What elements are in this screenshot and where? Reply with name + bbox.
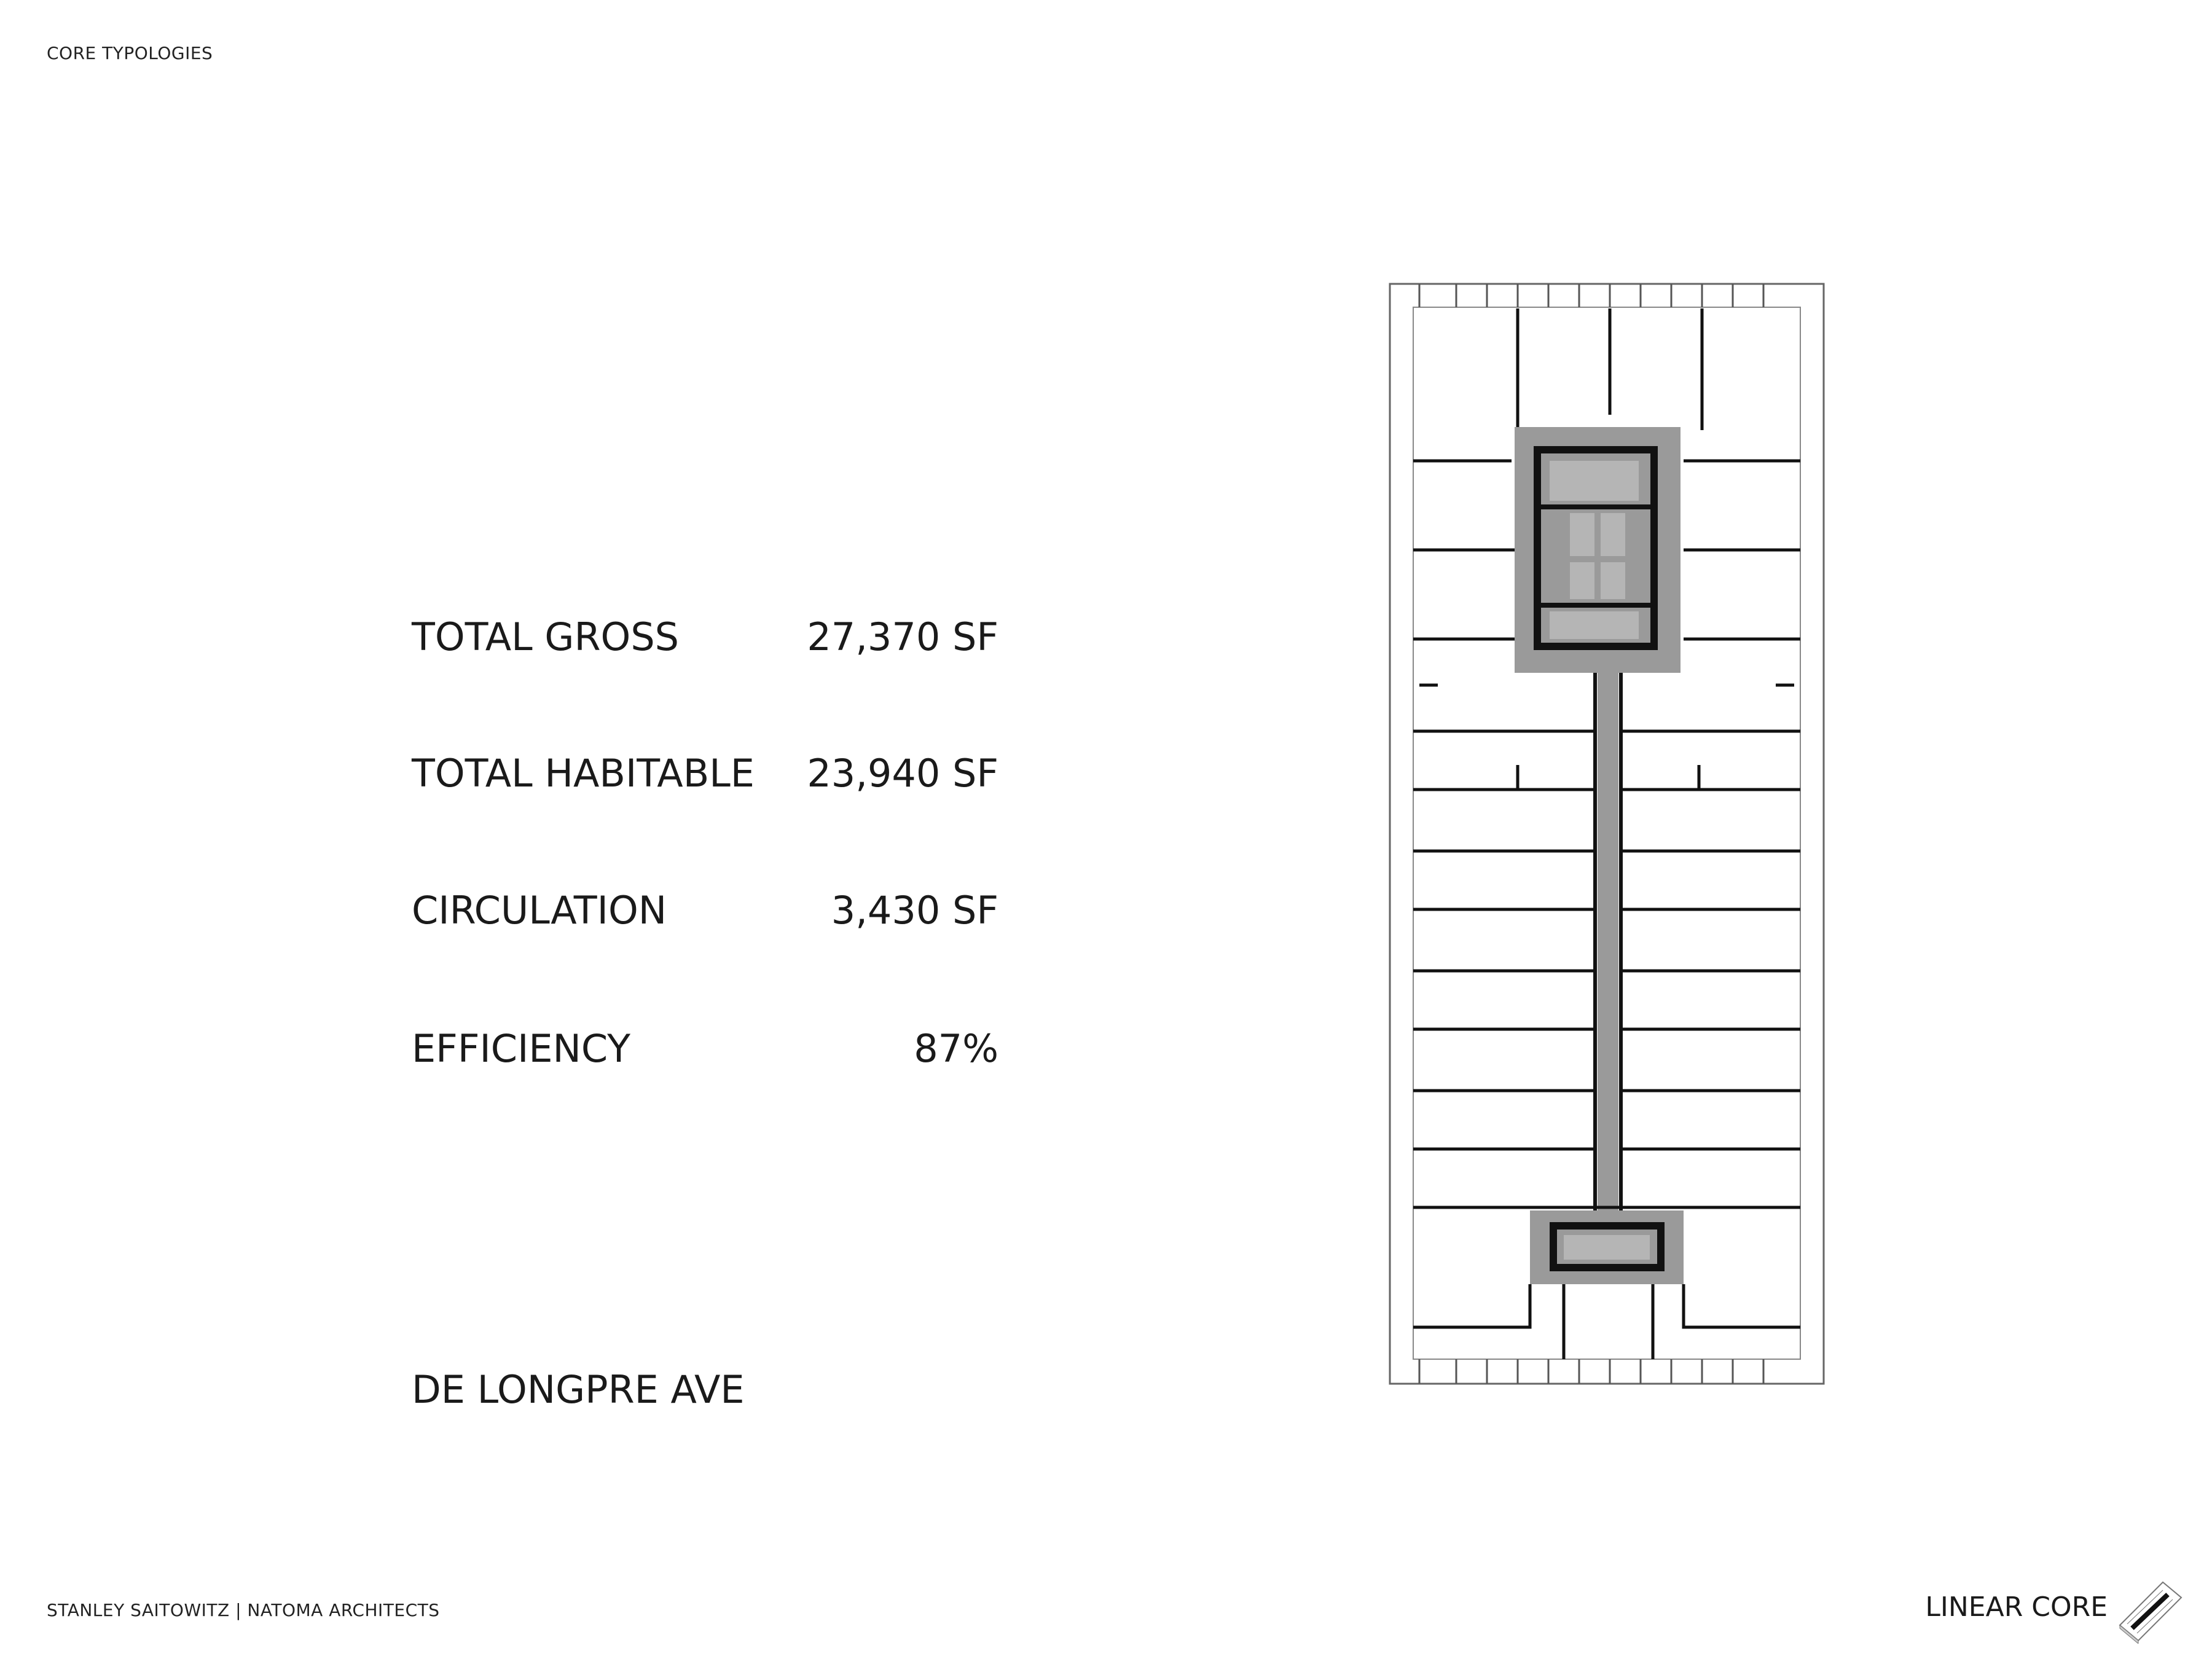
stat-label-efficiency: EFFICIENCY xyxy=(412,1026,630,1071)
footer-credit: STANLEY SAITOWITZ | NATOMA ARCHITECTS xyxy=(47,1600,440,1620)
section-title: CORE TYPOLOGIES xyxy=(47,43,213,63)
linear-core-axonometric-icon xyxy=(2114,1570,2187,1644)
stat-value-efficiency: 87% xyxy=(914,1026,998,1071)
street-label: DE LONGPRE AVE xyxy=(412,1367,745,1412)
stat-label-total-habitable: TOTAL HABITABLE xyxy=(412,751,755,796)
bottom-unit-walls xyxy=(1413,1284,1800,1359)
stat-label-circulation: CIRCULATION xyxy=(412,888,667,933)
stat-value-total-gross: 27,370 SF xyxy=(807,614,998,659)
core-type-label: LINEAR CORE xyxy=(1925,1591,2108,1623)
stat-value-circulation: 3,430 SF xyxy=(831,888,998,933)
central-corridor xyxy=(1598,673,1618,1238)
floor-plan-diagram xyxy=(1389,283,1843,1401)
stat-label-total-gross: TOTAL GROSS xyxy=(412,614,680,659)
stat-value-total-habitable: 23,940 SF xyxy=(807,751,998,796)
